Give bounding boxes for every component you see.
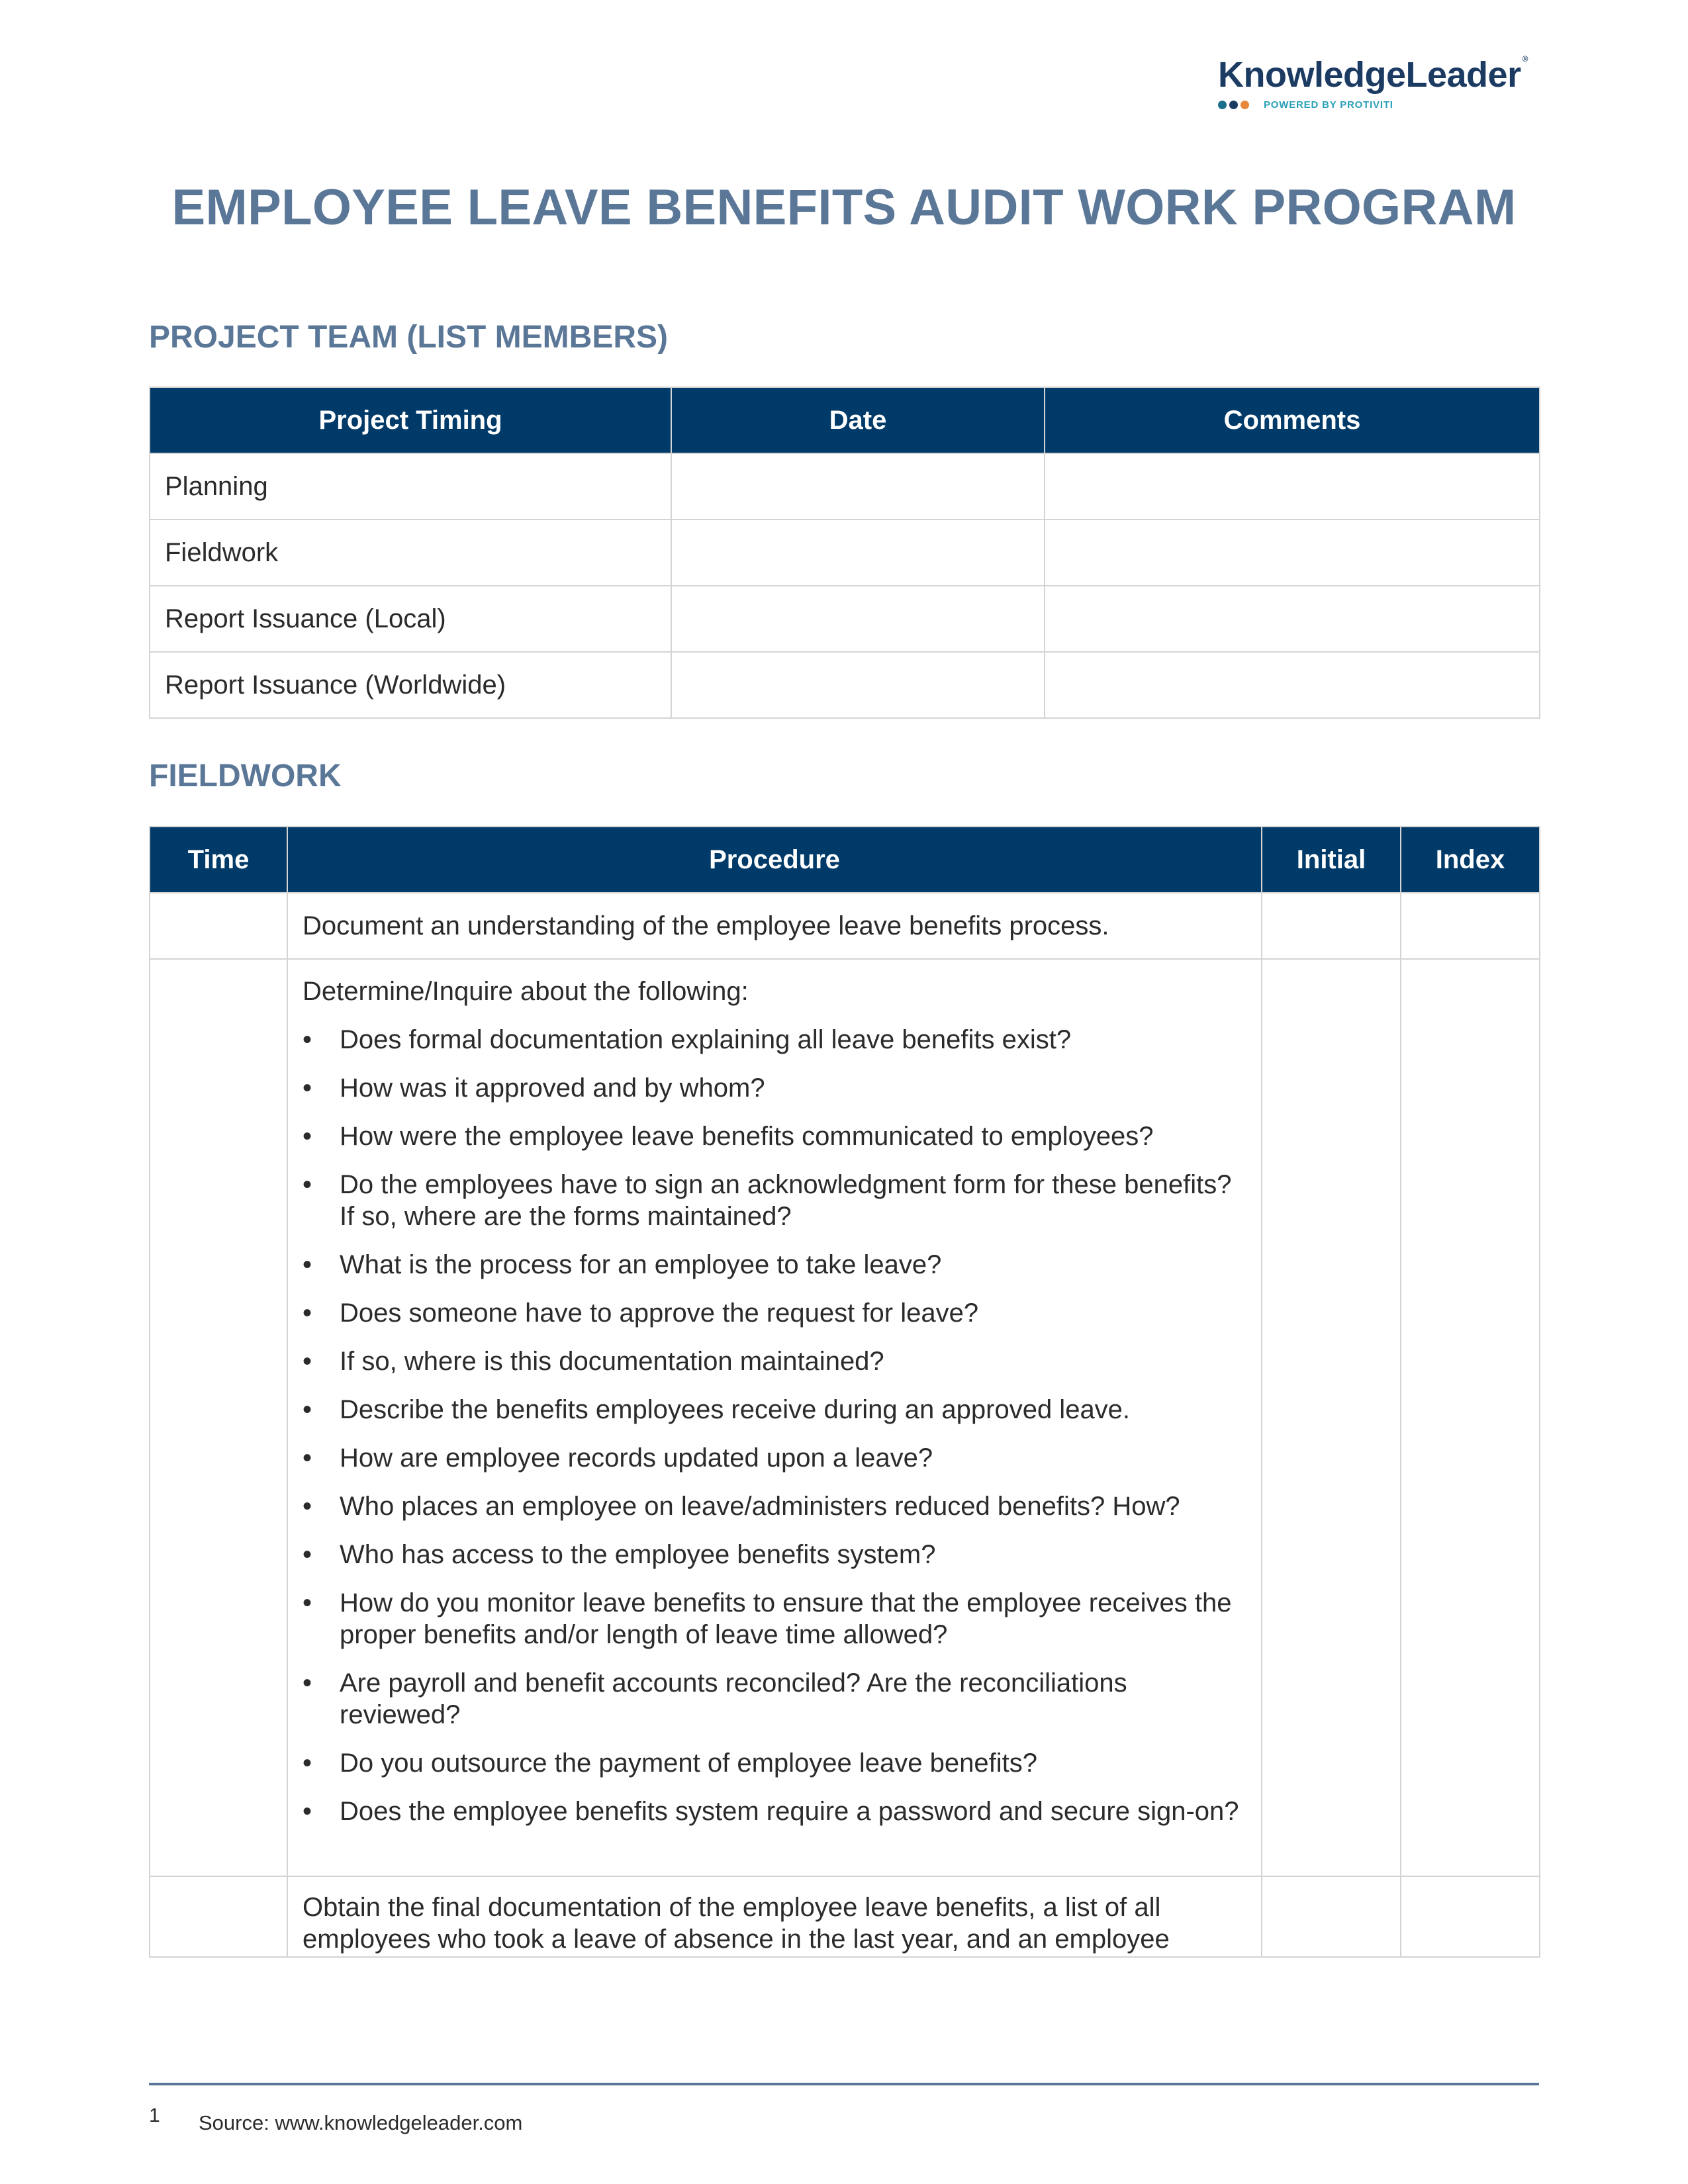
list-item: [303, 1169, 1246, 1232]
index-cell[interactable]: [1401, 1876, 1540, 1957]
list-item-text: How was it approved and by whom?: [340, 1073, 765, 1103]
table-row: [150, 1876, 1540, 1957]
logo-dot-teal: [1218, 101, 1227, 109]
list-item-text: Do the employees have to sign an acknowledgment form for these benefits? If so, where are the forms maintained?: [340, 1170, 1232, 1231]
bullet: •: [303, 1073, 312, 1103]
time-cell[interactable]: [150, 893, 287, 959]
date-cell[interactable]: [671, 520, 1045, 586]
list-item-text: Do you outsource the payment of employee leave benefits?: [340, 1749, 1037, 1778]
document-title: EMPLOYEE LEAVE BENEFITS AUDIT WORK PROGRAM: [171, 179, 1517, 236]
date-cell[interactable]: [671, 453, 1045, 520]
timing-label-fieldwork: Fieldwork: [150, 520, 671, 586]
footer-divider: [149, 2083, 1539, 2085]
timing-label-report-local: Report Issuance (Local): [150, 586, 671, 652]
page-number: 1: [149, 2105, 160, 2126]
bullet: •: [303, 1797, 312, 1826]
index-cell[interactable]: [1401, 893, 1540, 959]
inquiry-list: [303, 1024, 1246, 1827]
timing-label-planning: Planning: [150, 453, 671, 520]
comments-cell[interactable]: [1045, 520, 1540, 586]
list-item-text: Describe the benefits employees receive during an approved leave.: [340, 1395, 1131, 1424]
bullet: •: [303, 1170, 312, 1199]
bullet: •: [303, 1250, 312, 1279]
comments-cell[interactable]: [1045, 453, 1540, 520]
bullet: •: [303, 1492, 312, 1521]
list-item-text: If so, where is this documentation maintained?: [340, 1347, 884, 1376]
list-item-text: How were the employee leave benefits communicated to employees?: [340, 1122, 1154, 1151]
table-header-row: [150, 387, 1540, 453]
col-procedure: Procedure: [287, 827, 1262, 893]
fieldwork-table: [149, 826, 1540, 1958]
list-item-text: Does formal documentation explaining all leave benefits exist?: [340, 1025, 1072, 1054]
bullet: •: [303, 1298, 312, 1328]
table-row: [150, 652, 1540, 718]
procedure-cell: [287, 1876, 1262, 1957]
list-item: [303, 1747, 1246, 1779]
procedure-intro: Determine/Inquire about the following:: [303, 977, 749, 1006]
list-item: [303, 1587, 1246, 1651]
col-index: Index: [1401, 827, 1540, 893]
fieldwork-heading: FIELDWORK: [149, 758, 342, 794]
procedure-cell: [287, 959, 1262, 1876]
time-cell[interactable]: [150, 1876, 287, 1957]
initial-cell[interactable]: [1262, 893, 1401, 959]
table-row: [150, 453, 1540, 520]
date-cell[interactable]: [671, 652, 1045, 718]
list-item: [303, 1442, 1246, 1474]
comments-cell[interactable]: [1045, 586, 1540, 652]
list-item-text: Who has access to the employee benefits system?: [340, 1540, 936, 1569]
list-item: [303, 1394, 1246, 1426]
list-item-text: Who places an employee on leave/administers reduced benefits? How?: [340, 1492, 1180, 1521]
list-item: [303, 1072, 1246, 1104]
project-timing-table: [149, 387, 1540, 719]
bullet: •: [303, 1025, 312, 1054]
procedure-text: Document an understanding of the employee leave benefits process.: [303, 911, 1109, 940]
col-comments: Comments: [1045, 387, 1540, 453]
procedure-text: Obtain the final documentation of the employee leave benefits, a list of all employees who took a leave of absence in the last year, and an employee: [303, 1893, 1170, 1954]
col-initial: Initial: [1262, 827, 1401, 893]
bullet: •: [303, 1540, 312, 1569]
index-cell[interactable]: [1401, 959, 1540, 1876]
comments-cell[interactable]: [1045, 652, 1540, 718]
initial-cell[interactable]: [1262, 1876, 1401, 1957]
list-item: [303, 1490, 1246, 1522]
list-item: [303, 1024, 1246, 1056]
procedure-cell: [287, 893, 1262, 959]
bullet: •: [303, 1443, 312, 1473]
timing-label-report-worldwide: Report Issuance (Worldwide): [150, 652, 671, 718]
time-cell[interactable]: [150, 959, 287, 1876]
logo-dot-navy: [1229, 101, 1238, 109]
project-team-heading: PROJECT TEAM (LIST MEMBERS): [149, 320, 669, 355]
table-row: [150, 520, 1540, 586]
logo-tagline-row: [1218, 99, 1536, 111]
knowledgeleader-logo: [1218, 54, 1536, 127]
table-row: [150, 586, 1540, 652]
logo-wordmark: KnowledgeLeader: [1218, 55, 1521, 95]
list-item: [303, 1249, 1246, 1281]
table-row: [150, 959, 1540, 1876]
col-project-timing: Project Timing: [150, 387, 671, 453]
list-item: [303, 1120, 1246, 1152]
footer-source: Source: www.knowledgeleader.com: [199, 2111, 523, 2134]
registered-mark: ®: [1522, 54, 1528, 64]
bullet: •: [303, 1588, 312, 1617]
list-item: [303, 1345, 1246, 1377]
list-item: [303, 1667, 1246, 1731]
list-item: [303, 1297, 1246, 1329]
bullet: •: [303, 1749, 312, 1778]
list-item: [303, 1796, 1246, 1827]
list-item-text: How are employee records updated upon a leave?: [340, 1443, 933, 1473]
col-time: Time: [150, 827, 287, 893]
bullet: •: [303, 1395, 312, 1424]
bullet: •: [303, 1347, 312, 1376]
list-item-text: What is the process for an employee to take leave?: [340, 1250, 942, 1279]
bullet: •: [303, 1122, 312, 1151]
initial-cell[interactable]: [1262, 959, 1401, 1876]
list-item: [303, 1539, 1246, 1570]
logo-dot-orange: [1241, 101, 1249, 109]
list-item-text: How do you monitor leave benefits to ensure that the employee receives the proper benefits and/or length of leave time allowed?: [340, 1588, 1232, 1649]
logo-tagline: POWERED BY PROTIVITI: [1264, 99, 1393, 111]
date-cell[interactable]: [671, 586, 1045, 652]
table-header-row: [150, 827, 1540, 893]
bullet: •: [303, 1668, 312, 1698]
table-row: [150, 893, 1540, 959]
list-item-text: Are payroll and benefit accounts reconciled? Are the reconciliations reviewed?: [340, 1668, 1127, 1729]
list-item-text: Does someone have to approve the request for leave?: [340, 1298, 979, 1328]
col-date: Date: [671, 387, 1045, 453]
list-item-text: Does the employee benefits system require a password and secure sign-on?: [340, 1797, 1239, 1826]
